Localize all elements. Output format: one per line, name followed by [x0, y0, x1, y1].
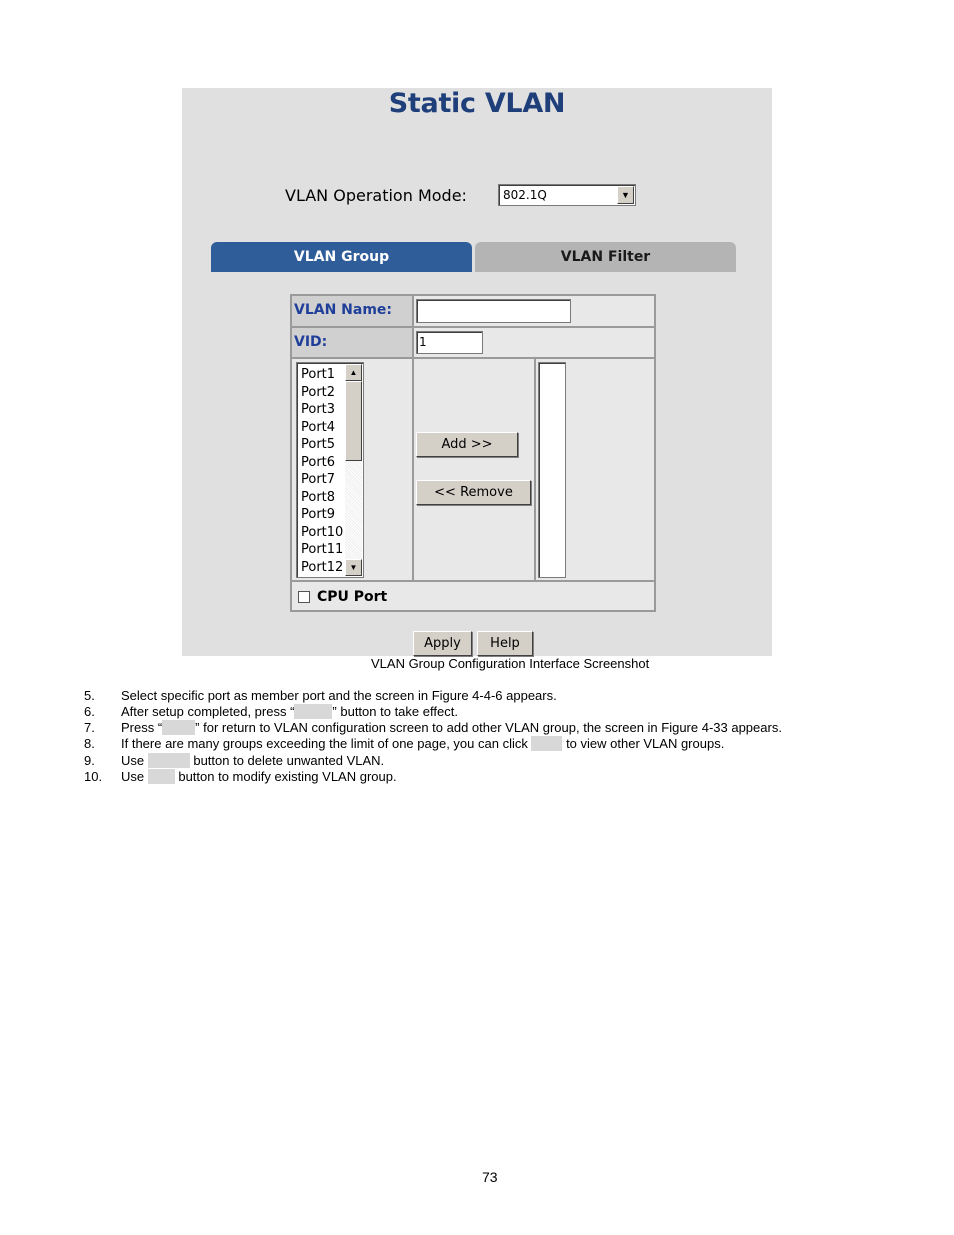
scroll-down-icon[interactable]: ▼: [345, 559, 362, 576]
add-button[interactable]: Add >>: [416, 432, 518, 457]
step-text-part: Press “: [121, 720, 163, 735]
step-text-part: Use: [121, 753, 148, 768]
cpu-port-row: [292, 582, 654, 610]
port-list[interactable]: [296, 362, 364, 578]
list-item[interactable]: Port2: [301, 384, 336, 400]
vid-label: VID:: [294, 334, 328, 350]
step-text-part: button to delete unwanted VLAN.: [189, 753, 385, 768]
page-title: Static VLAN: [388, 88, 566, 119]
step-number: 9.: [84, 753, 95, 768]
page-number: 73: [482, 1169, 498, 1185]
list-item[interactable]: Port3: [301, 402, 336, 417]
cpu-port-checkbox[interactable]: [298, 591, 310, 603]
vlan-group-form: [290, 294, 656, 612]
step-text: [121, 704, 458, 719]
scrollbar-thumb[interactable]: [345, 381, 362, 461]
list-item[interactable]: Port1: [301, 367, 336, 382]
cpu-port-label: CPU Port: [317, 589, 388, 605]
step-text: [121, 769, 397, 784]
tab-vlan-filter[interactable]: VLAN Filter: [475, 242, 736, 272]
list-item[interactable]: Port6: [301, 454, 336, 470]
vid-input[interactable]: 1: [416, 331, 483, 354]
step-text: [121, 688, 557, 703]
port-list-scrollbar[interactable]: [345, 364, 362, 576]
tab-vlan-group[interactable]: VLAN Group: [211, 242, 472, 272]
chevron-down-icon[interactable]: ▼: [617, 186, 634, 204]
button-placeholder: [148, 769, 175, 784]
step-text-part: button to modify existing VLAN group.: [174, 769, 397, 784]
vlan-operation-mode-label: VLAN Operation Mode:: [285, 186, 467, 205]
step-number: 5.: [84, 688, 95, 703]
list-item[interactable]: Port5: [301, 437, 336, 452]
list-item[interactable]: Port7: [301, 472, 336, 487]
list-item[interactable]: Port11: [301, 542, 344, 557]
button-placeholder: [148, 753, 190, 768]
step-number: 8.: [84, 736, 95, 751]
step-text-part: After setup completed, press “: [121, 704, 295, 719]
list-item[interactable]: Port10: [301, 524, 344, 540]
step-number: 10.: [84, 769, 103, 784]
button-placeholder: [531, 736, 562, 751]
list-item[interactable]: Port9: [301, 507, 336, 522]
figure-caption: VLAN Group Configuration Interface Screenshot: [371, 656, 650, 671]
step-text: [121, 720, 782, 735]
button-placeholder: [294, 704, 332, 719]
button-placeholder: [162, 720, 195, 735]
step-number: 7.: [84, 720, 95, 735]
list-item[interactable]: Port12: [301, 559, 344, 575]
vlan-name-label: VLAN Name:: [294, 302, 393, 318]
scroll-up-icon[interactable]: ▲: [345, 364, 362, 381]
member-port-list[interactable]: [538, 362, 566, 578]
apply-button[interactable]: Apply: [413, 631, 472, 656]
step-text-part: ” button to take effect.: [332, 704, 458, 719]
vlan-operation-mode-select[interactable]: [498, 184, 636, 206]
divider: [412, 296, 414, 580]
static-vlan-panel: [182, 88, 772, 656]
vlan-name-input[interactable]: [416, 299, 571, 323]
remove-button[interactable]: << Remove: [416, 480, 531, 505]
list-item[interactable]: Port4: [301, 419, 336, 435]
step-text: [121, 736, 724, 751]
step-text-part: If there are many groups exceeding the limit of one page, you can click: [121, 736, 532, 751]
divider: [292, 357, 654, 359]
help-button[interactable]: Help: [477, 631, 533, 656]
step-text-part: Use: [121, 769, 148, 784]
list-item[interactable]: Port8: [301, 489, 336, 505]
step-text-part: Select specific port as member port and the screen in Figure 4-4-6 appears.: [121, 688, 557, 703]
step-text-part: to view other VLAN groups.: [562, 736, 725, 751]
step-text: [121, 753, 384, 768]
step-number: 6.: [84, 704, 95, 719]
vlan-operation-mode-value: 802.1Q: [503, 188, 547, 202]
step-text-part: ” for return to VLAN configuration screen to add other VLAN group, the screen in Figure 4-33 appears.: [195, 720, 782, 735]
divider: [534, 357, 536, 580]
